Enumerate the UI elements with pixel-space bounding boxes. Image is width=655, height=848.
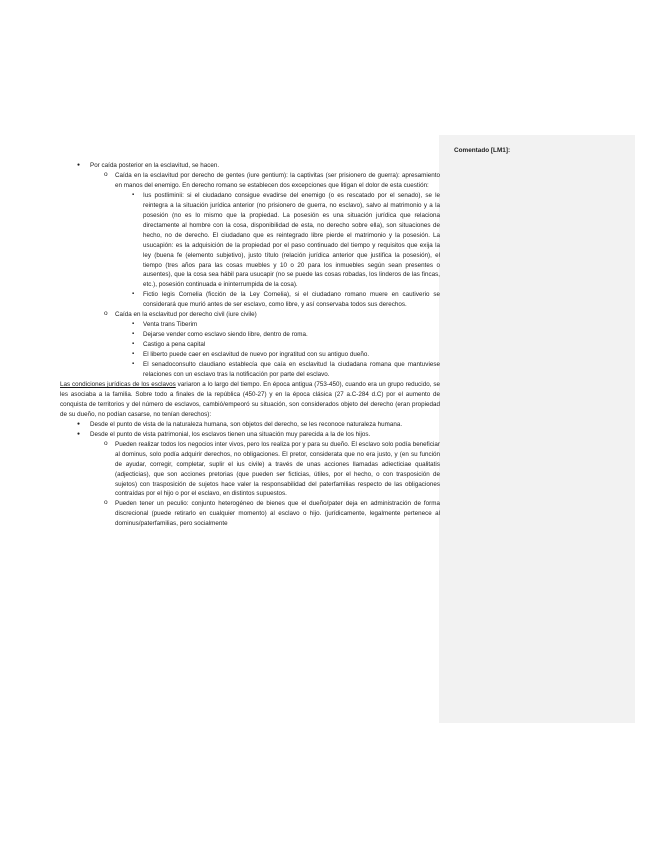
list-item: o Caída en la esclavitud por derecho civil (iure civile) [60,310,440,320]
comment-label: Comentado [LM1]: [454,147,511,154]
bullet-list [60,420,440,529]
paragraph-condiciones [60,380,440,420]
list-item: o Caída en la esclavitud por derecho de gentes (iure gentium): la captivitas (ser prisionero de guerra): apresamiento en manos del enemigo. En derecho romano se establecen dos excepciones que litigan el dolor de esta cuestión: [60,171,440,191]
paragraph-text: variaron a lo largo del tiempo. En época antigua (753-450), cuando era un grupo reducido, se les asociaba a la familia. Sobre todo a finales de la república (450-27) y en la época clásica (27 a.C-284 d.C) por el aumento de conquista de territorios y del número de esclavos, cambió/empeoró su situación, son considerados objeto del derecho (eran propiedad de su dueño, no podían casarse, no tenían derechos): [60,380,440,418]
comment-pane[interactable] [439,135,635,723]
list-item: ▪ Fictio legis Cornelia (ficción de la Ley Cornelia), si el ciudadano romano muere en cautiverio se considerará que murió antes de ser esclavo, como libre, y así conservaba todos sus derechos. [60,290,440,310]
list-item: ▪ El liberto puede caer en esclavitud de nuevo por ingratitud con su antiguo dueño. [60,350,440,360]
commented-text[interactable]: Las condiciones jurídicas de los esclavos [60,380,176,388]
list-item: o Pueden tener un peculio: conjunto heterogéneo de bienes que el dueño/pater deja en administración de forma discrecional (puede retirarlo en cualquier momento) al esclavo o hijo. (jurídicamente, legalmente pertenece al dominus/paterfamilias, pero socialmente [60,499,440,529]
list-item: ▪ Venta trans Tiberim [60,320,440,330]
list-item: ● Desde el punto de vista patrimonial, los esclavos tienen una situación muy parecida a la de los hijos. [60,430,440,440]
list-item: ● Por caída posterior en la esclavitud, se hacen. [60,161,440,171]
bullet-list [60,161,440,380]
document-body [60,161,440,529]
list-item: o Pueden realizar todos los negocios inter vivos, pero los realiza por y para su dueño. El esclavo solo podía beneficiar al dominus, solo podía adquirir derechos, no obligaciones. El pretor, considerata que no era justo, y (en su función de ayudar, corregir, completar, suplir el ius civile) a través de unas acciones llamadas adiecticiae qualitatis (adjecticias), que son acciones pretorias (que pueden ser ficticias, útiles, por el hecho, o con trasposición de sujetos) con trasposición de sujetos hace valer la responsabilidad del paterfamilias respecto de las obligaciones contraídas por el hijo o por el esclavo, en distintos supuestos. [60,440,440,500]
list-item: ▪ Dejarse vender como esclavo siendo libre, dentro de roma. [60,330,440,340]
list-item: ▪ Castigo a pena capital [60,340,440,350]
list-item: ▪ El senadoconsulto claudiano establecía que caía en esclavitud la ciudadana romana que mantuviese relaciones con un esclavo tras la notificación por parte del esclavo. [60,360,440,380]
list-item: ● Desde el punto de vista de la naturaleza humana, son objetos del derecho, se les reconoce naturaleza humana. [60,420,440,430]
list-item: ▪ Ius postliminii: si el ciudadano consigue evadirse del enemigo (o es rescatado por el senado), se le reintegra a la situación jurídica anterior (no prisionero de guerra, no esclavo), salvo al matrimonio y a la posesión (no es lo mismo que la propiedad. La posesión es una situación jurídica que relaciona directamente al hombre con la cosa, disponibilidad de esta, no derecho sobre ella), son situaciones de hecho, no de derecho. El ciudadano que es reintegrado libre pierde el matrimonio y la posesión. La usucapión: es la adquisición de la propiedad por el paso continuado del tiempo y requisitos que exija la ley (buena fe (elemento subjetivo), justo título (relación jurídica anterior que justifica la posesión), el tiempo (tres años para las cosas muebles y 10 o 20 para los inmuebles según sean presentes o ausentes), que la cosa sea hábil para usucapir (no se puede las cosas robadas, los linderos de las fincas, etc.), posesión continuada e ininterrumpida de la cosa). [60,191,440,291]
